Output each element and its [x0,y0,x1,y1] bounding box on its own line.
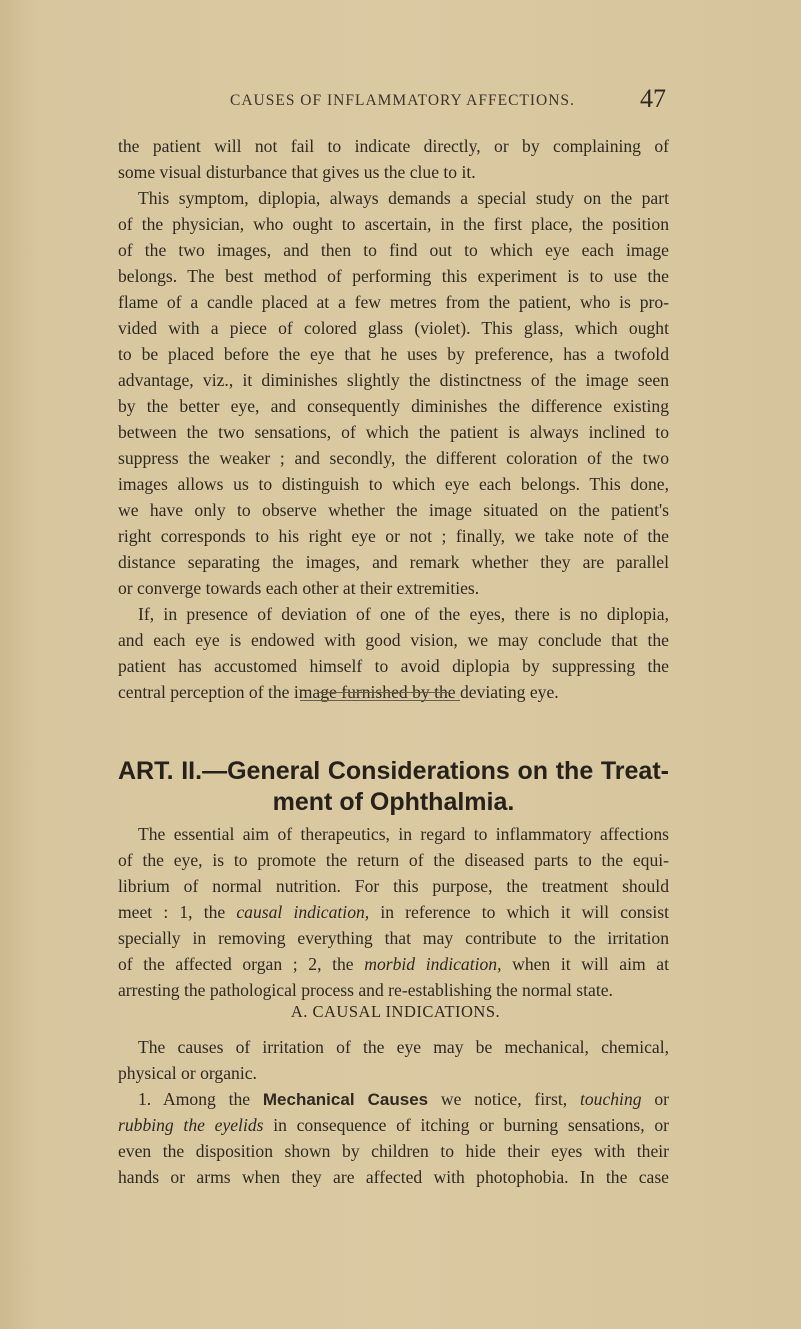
text-line [118,237,669,263]
text-segment: right corresponds to his right eye or not ; finally, we take note of the [118,526,669,546]
text-line [118,289,669,315]
text-line [118,1060,669,1086]
text-segment: when it will aim at [501,954,670,974]
italic-text: touching [579,1089,642,1109]
text-line [118,159,669,185]
text-line [118,925,669,951]
text-segment: in reference to which it will consist [369,902,670,922]
text-segment: 1. Among the [138,1089,263,1109]
text-line [118,821,669,847]
text-line [118,133,669,159]
text-line [118,185,669,211]
text-segment: in consequence of itching or burning sensations, or [263,1115,669,1135]
text-segment: If, in presence of deviation of one of the eyes, there is no diplopia, [138,604,669,624]
text-line [118,1086,669,1112]
text-line [118,211,669,237]
text-line [118,951,669,977]
text-segment: even the disposition shown by children to hide their eyes with their [118,1141,669,1161]
text-segment: meet : 1, the [118,902,237,922]
text-block-diplopia [118,133,669,705]
text-segment: some visual disturbance that gives us the clue to it. [118,162,476,182]
text-segment: librium of normal nutrition. For this purpose, the treatment should [118,876,669,896]
text-line [118,1034,669,1060]
text-line [118,1138,669,1164]
text-segment: we notice, first, [428,1089,580,1109]
text-segment: of the eye, is to promote the return of the diseased parts to the equi- [118,850,669,870]
text-line [118,1112,669,1138]
page-number: 47 [640,84,666,113]
text-line [118,601,669,627]
text-line [118,1164,669,1190]
text-segment: suppress the weaker ; and secondly, the different coloration of the two [118,448,669,468]
text-line [118,627,669,653]
text-block-treatment [118,821,669,1003]
section-rule [300,700,460,701]
text-line [118,497,669,523]
subheading [0,1002,801,1022]
text-line [118,899,669,925]
text-segment: or converge towards each other at their extremities. [118,578,480,598]
text-line [118,575,669,601]
text-line [118,977,669,1003]
text-line [118,419,669,445]
italic-text: morbid indication, [364,954,502,974]
text-segment: patient has accustomed himself to avoid diplopia by suppressing the [118,656,669,676]
text-line [118,549,669,575]
heading-line-1: ART. II.—General Considerations on the Treat- [118,757,669,785]
text-line [118,367,669,393]
heading-line-2: ment of Ophthalmia. [272,788,515,816]
text-segment: flame of a candle placed at a few metres from the patient, who is pro- [118,292,669,312]
italic-text: rubbing the eyelids [118,1115,264,1135]
text-segment: specially in removing everything that may contribute to the irritation [118,928,669,948]
text-segment: we have only to observe whether the image situated on the patient's [118,500,669,520]
text-line [118,341,669,367]
running-head: CAUSES OF INFLAMMATORY AFFECTIONS. [230,92,575,109]
text-segment: vided with a piece of colored glass (violet). This glass, which ought [118,318,669,338]
text-line [118,523,669,549]
text-line [118,873,669,899]
text-segment: to be placed before the eye that he uses by preference, has a twofold [118,344,669,364]
text-segment: of the physician, who ought to ascertain, in the first place, the position [118,214,669,234]
text-segment: arresting the pathological process and re-establishing the normal state. [118,980,613,1000]
text-segment: belongs. The best method of performing this experiment is to use the [118,266,669,286]
text-segment: The causes of irritation of the eye may be mechanical, chemical, [138,1037,669,1057]
text-segment: The essential aim of therapeutics, in regard to inflammatory affections [138,824,669,844]
text-line [118,445,669,471]
text-segment: the patient will not fail to indicate directly, or by complaining of [118,136,669,156]
text-segment: advantage, viz., it diminishes slightly the distinctness of the image seen [118,370,669,390]
italic-text: causal indication, [236,902,370,922]
text-segment: images allows us to distinguish to which eye each belongs. This done, [118,474,669,494]
text-segment: by the better eye, and consequently diminishes the difference existing [118,396,669,416]
text-segment: of the affected organ ; 2, the [118,954,365,974]
text-segment: physical or organic. [118,1063,257,1083]
subheading-text: A. CAUSAL INDICATIONS. [290,1002,501,1021]
text-segment: and each eye is endowed with good vision, we may conclude that the [118,630,669,650]
section-rule [318,692,450,693]
text-line [118,393,669,419]
text-block-causal [118,1034,669,1190]
text-line [118,263,669,289]
text-segment: This symptom, diplopia, always demands a special study on the part [138,188,669,208]
text-line [118,315,669,341]
text-segment: of the two images, and then to find out to which eye each image [118,240,669,260]
text-line [118,471,669,497]
text-segment: or [641,1089,669,1109]
text-segment: central perception of the image furnished by the deviating eye. [118,682,559,702]
section-heading [118,756,669,818]
text-segment: between the two sensations, of which the patient is always inclined to [118,422,669,442]
text-line [118,847,669,873]
bold-text: Mechanical Causes [262,1090,429,1109]
text-line [118,653,669,679]
text-segment: distance separating the images, and remark whether they are parallel [118,552,669,572]
text-segment: hands or arms when they are affected with photophobia. In the case [118,1167,669,1187]
